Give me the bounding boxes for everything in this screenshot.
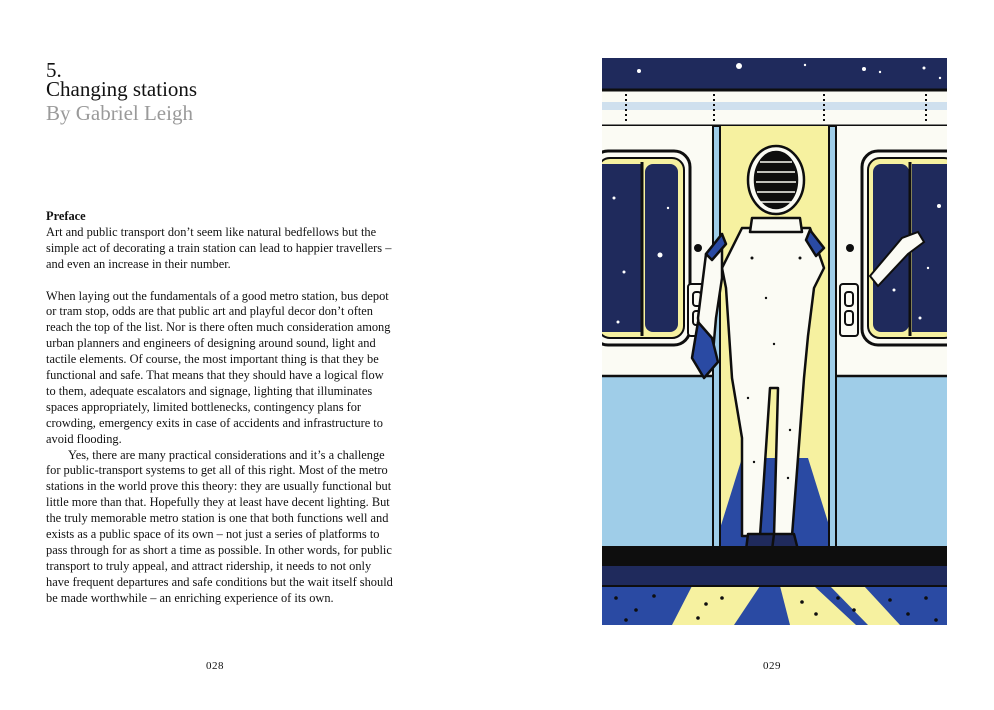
right-page [497, 0, 994, 710]
night-sky [602, 58, 947, 90]
platform-floor [602, 586, 947, 625]
article-body [46, 209, 396, 607]
platform-edge [602, 546, 947, 566]
astronaut-train-illustration [602, 58, 947, 625]
body-paragraph: Yes, there are many practical considerations and it’s a challenge for public-transport systems to get all of this right. Most of the metro stations in the world prove this theory: they are usually functional but little more than that. Hopefully they at least have decent lighting. But the truly memorable metro station is one that both functions well and exists as a public space of its own – not just a series of platforms to pass through for as short a time as possible. In other words, for public transport to truly appeal, and attract ridership, it needs to not only have frequent departures and safe conditions but the wait itself should be made worthwhile – an enriching experience of its own. [46, 447, 393, 605]
body-paragraph: When laying out the fundamentals of a good metro station, bus depot or tram stop, odds are that public art and playful decor don’t often reach the top of the list. Nor is there often much consideration among urban planners and engineers of designing around sound, light and tactile elements. Of course, the most important thing is that they be functional and safe. That means that they should have a logical flow to them, adequate escalators and signage, lighting that illuminates spaces appropriately, limited bottlenecks, contingency plans for crowding, emergency exits in case of accidents and infrastructure to avoid flooding. [46, 288, 391, 446]
chapter-byline: By Gabriel Leigh [46, 101, 193, 125]
intro-paragraph: Art and public transport don’t seem like natural bedfellows but the simple act of decorating a train station can lead to happier travellers – and even an increase in their number. [46, 224, 392, 271]
chapter-title: Changing stations [46, 77, 198, 101]
section-heading: Preface [46, 209, 86, 223]
chapter-number: 5. [46, 58, 62, 82]
page-number: 029 [763, 660, 781, 672]
left-window [602, 151, 706, 345]
page-number: 028 [206, 660, 224, 672]
